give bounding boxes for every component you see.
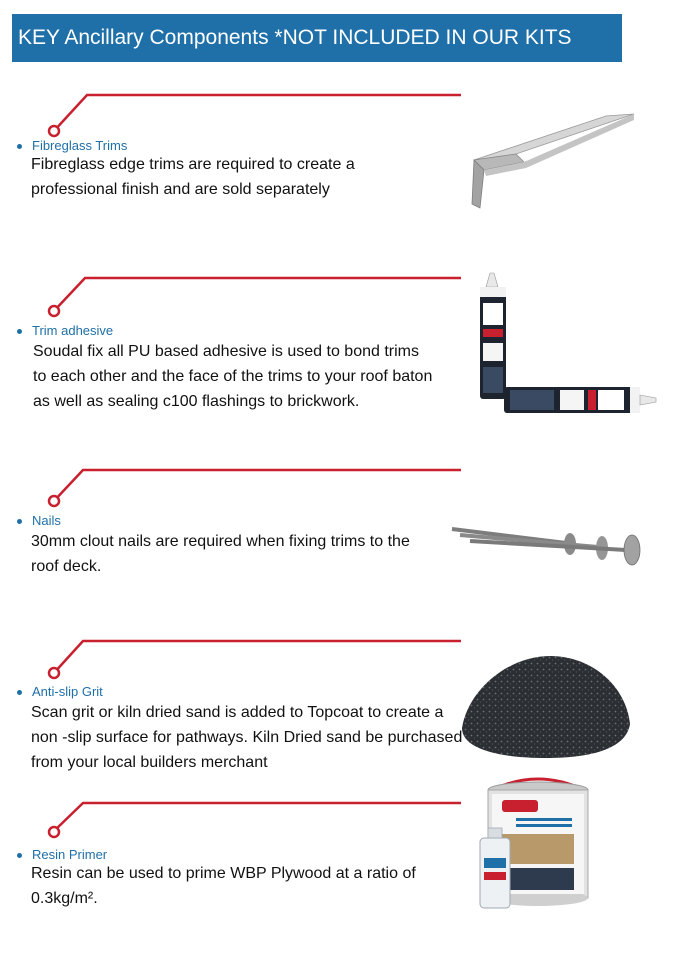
section-description: Resin can be used to prime WBP Plywood at a ratio of 0.3kg/m². <box>31 865 416 907</box>
section-fibreglass-trims <box>0 94 694 254</box>
grit-pile-image <box>458 650 634 760</box>
red-connector-line <box>45 469 465 514</box>
section-title: Resin Primer <box>32 847 108 862</box>
red-connector-line <box>45 640 465 685</box>
page-title: KEY Ancillary Components *NOT INCLUDED IN OUR KITS <box>18 26 572 49</box>
section-title: Fibreglass Trims <box>32 138 128 153</box>
section-title: Nails <box>32 513 61 528</box>
bullet-icon <box>17 519 22 524</box>
bullet-icon <box>17 690 22 695</box>
section-description: Scan grit or kiln dried sand is added to Topcoat to create a non -slip surface for pathways. Kiln Dried sand be purchased from your local builders merchant <box>31 704 463 771</box>
section-description: Fibreglass edge trims are required to create a professional finish and are sold separately <box>31 156 355 198</box>
resin-tin-image <box>476 774 606 912</box>
bullet-icon <box>17 329 22 334</box>
section-description: Soudal fix all PU based adhesive is used to bond trims to each other and the face of the trims to your roof baton as well as sealing c100 flashings to brickwork. <box>33 343 433 410</box>
bullet-icon <box>17 144 22 149</box>
clout-nails-image <box>448 519 658 579</box>
section-title: Anti-slip Grit <box>32 684 103 699</box>
section-trim-adhesive <box>0 277 694 437</box>
bullet-icon <box>17 853 22 858</box>
red-connector-line <box>45 802 465 847</box>
header-banner <box>12 14 622 62</box>
section-title: Trim adhesive <box>32 323 114 338</box>
section-description: 30mm clout nails are required when fixing trims to the roof deck. <box>31 533 410 575</box>
fibreglass-trim-image <box>466 112 636 210</box>
adhesive-tubes-image <box>470 269 670 429</box>
red-connector-line <box>45 277 465 322</box>
section-resin-primer <box>0 802 694 962</box>
section-nails <box>0 469 694 629</box>
red-connector-line <box>45 94 465 139</box>
